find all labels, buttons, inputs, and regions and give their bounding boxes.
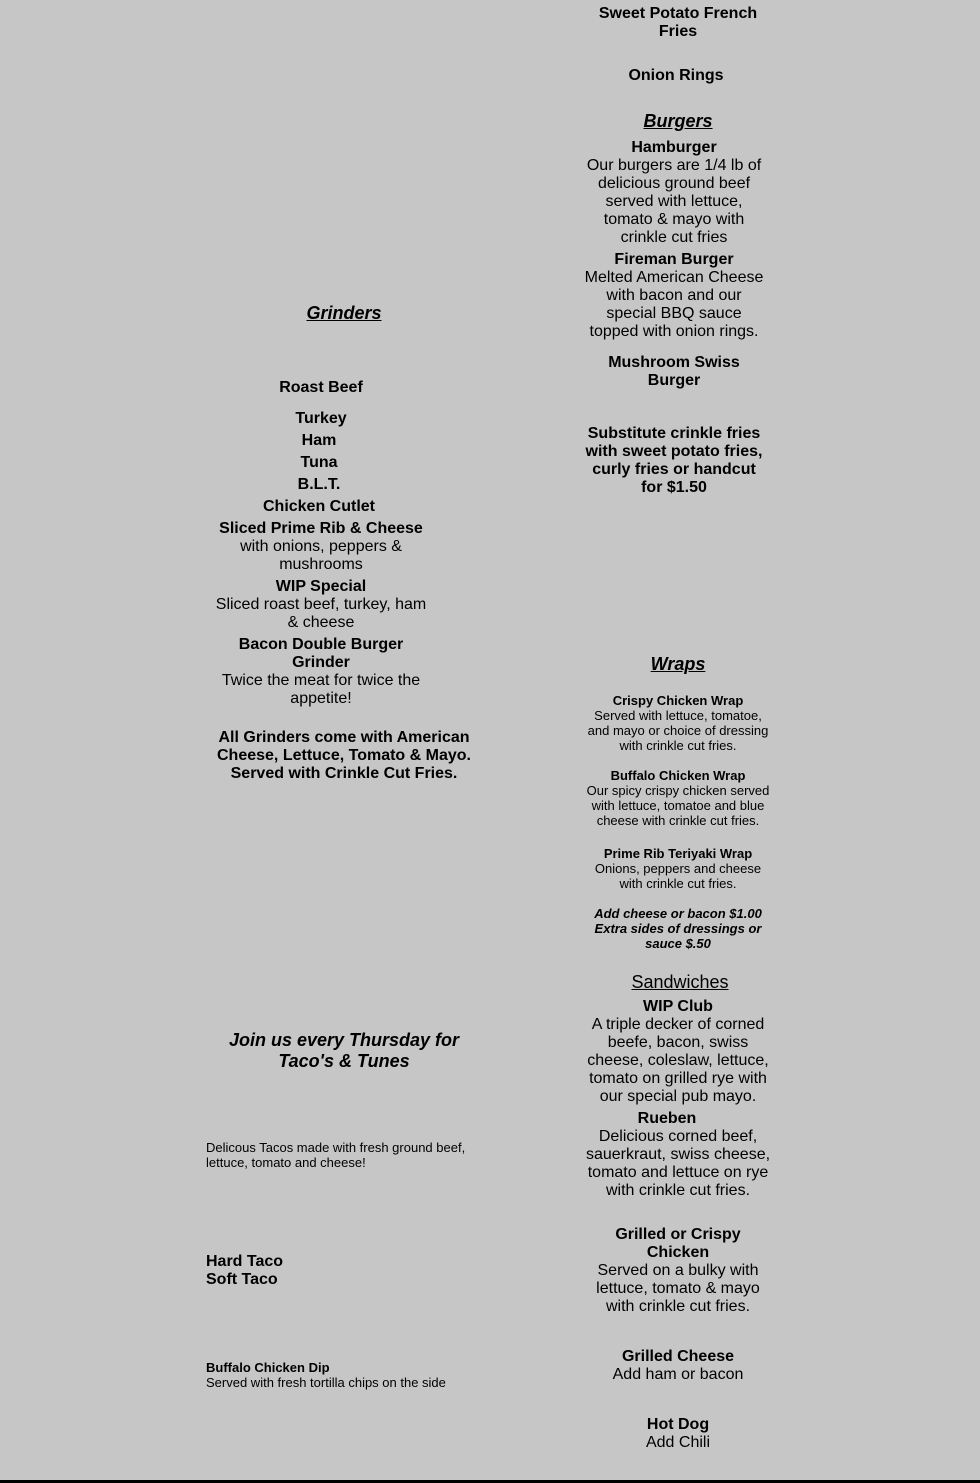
burgers-substitute-note: Substitute crinkle fries with sweet potato fries, curly fries or handcut for $1.50 — [585, 425, 763, 496]
menu-item-grilled-or-crispy-chicken — [584, 1226, 772, 1316]
item-name: Grilled or Crispy Chicken — [615, 1226, 741, 1261]
item-description: Sliced roast beef, turkey, ham & cheese — [215, 596, 427, 631]
menu-item-grilled-cheese — [588, 1348, 768, 1384]
item-description: Served on a bulky with lettuce, tomato & mayo with crinkle cut fries. — [596, 1262, 760, 1315]
grinders-note: All Grinders come with American Cheese, Lettuce, Tomato & Mayo. Served with Crinkle Cut Fries. — [217, 729, 471, 782]
item-description: Melted American Cheese with bacon and our special BBQ sauce topped with onion rings. — [584, 269, 764, 340]
item-name: Crispy Chicken Wrap — [612, 693, 744, 708]
menu-item-rueben — [584, 1110, 772, 1200]
item-name: Hot Dog — [646, 1416, 710, 1433]
section-heading-grinders: Grinders — [306, 303, 382, 323]
section-heading-wraps: Wraps — [650, 654, 706, 674]
menu-item-buffalo-chicken-wrap — [584, 768, 772, 828]
menu-item-bacon-double-burger-grinder — [216, 636, 426, 708]
menu-item-fireman-burger — [584, 251, 764, 341]
item-name: Buffalo Chicken Wrap — [610, 768, 746, 783]
menu-item-mushroom-swiss-burger: Mushroom Swiss Burger — [608, 354, 740, 389]
menu-item-sweet-potato-fries: Sweet Potato French Fries — [598, 5, 758, 40]
item-description: Delicious corned beef, sauerkraut, swiss cheese, tomato and lettuce on rye with crinkle cut fries. — [585, 1128, 771, 1199]
item-name: Hamburger — [631, 139, 717, 156]
item-name: Bacon Double Burger Grinder — [238, 636, 404, 671]
menu-item-chicken-cutlet: Chicken Cutlet — [262, 498, 375, 515]
item-description: Served with fresh tortilla chips on the side — [206, 1375, 446, 1390]
menu-item-onion-rings: Onion Rings — [628, 67, 724, 84]
item-description: with onions, peppers & mushrooms — [240, 538, 402, 573]
menu-item-blt: B.L.T. — [297, 476, 341, 493]
item-name: Buffalo Chicken Dip — [206, 1360, 330, 1375]
item-description: A triple decker of corned beefe, bacon, swiss cheese, coleslaw, lettuce, tomato on grilled rye with our special pub mayo. — [587, 1016, 769, 1105]
item-name: WIP Special — [275, 578, 367, 595]
item-name: Sliced Prime Rib & Cheese — [219, 520, 423, 537]
menu-item-wip-special — [211, 578, 431, 632]
menu-item-roast-beef: Roast Beef — [279, 379, 363, 396]
item-description: Add Chili — [645, 1434, 711, 1451]
menu-item-wip-club — [584, 998, 772, 1106]
wraps-extras-note: Add cheese or bacon $1.00 Extra sides of dressings or sauce $.50 — [594, 906, 762, 951]
menu-item-hamburger — [584, 139, 764, 247]
item-name: WIP Club — [643, 998, 713, 1015]
item-name: Fireman Burger — [614, 251, 734, 268]
menu-item-turkey: Turkey — [295, 410, 347, 427]
section-heading-sandwiches: Sandwiches — [631, 972, 729, 992]
menu-item-hot-dog — [588, 1416, 768, 1452]
section-heading-burgers: Burgers — [643, 111, 713, 131]
item-name: Grilled Cheese — [621, 1348, 735, 1365]
item-name: Rueben — [637, 1110, 697, 1127]
item-description: Our spicy crispy chicken served with lettuce, tomatoe and blue cheese with crinkle cut fries. — [586, 783, 770, 828]
menu-item-crispy-chicken-wrap — [584, 693, 772, 753]
menu-item-buffalo-chicken-dip — [206, 1360, 486, 1390]
item-description: Twice the meat for twice the appetite! — [221, 672, 421, 707]
item-name: Prime Rib Teriyaki Wrap — [603, 846, 753, 861]
item-description: Onions, peppers and cheese with crinkle cut fries. — [594, 861, 762, 891]
taco-tuesday-promo: Join us every Thursday for Taco's & Tunes — [228, 1030, 460, 1071]
tacos-description: Delicous Tacos made with fresh ground beef, lettuce, tomato and cheese! — [206, 1140, 466, 1170]
menu-item-sliced-prime-rib — [211, 520, 431, 574]
item-description: Served with lettuce, tomatoe, and mayo or choice of dressing with crinkle cut fries. — [587, 708, 769, 753]
menu-item-prime-rib-teriyaki-wrap — [584, 846, 772, 891]
menu-item-soft-taco: Soft Taco — [206, 1271, 278, 1288]
menu-item-ham: Ham — [301, 432, 337, 449]
item-description: Add ham or bacon — [612, 1366, 744, 1383]
item-description: Our burgers are 1/4 lb of delicious ground beef served with lettuce, tomato & mayo with crinkle cut fries — [586, 157, 762, 246]
menu-item-tuna: Tuna — [300, 454, 338, 471]
menu-item-hard-taco: Hard Taco — [206, 1253, 284, 1270]
